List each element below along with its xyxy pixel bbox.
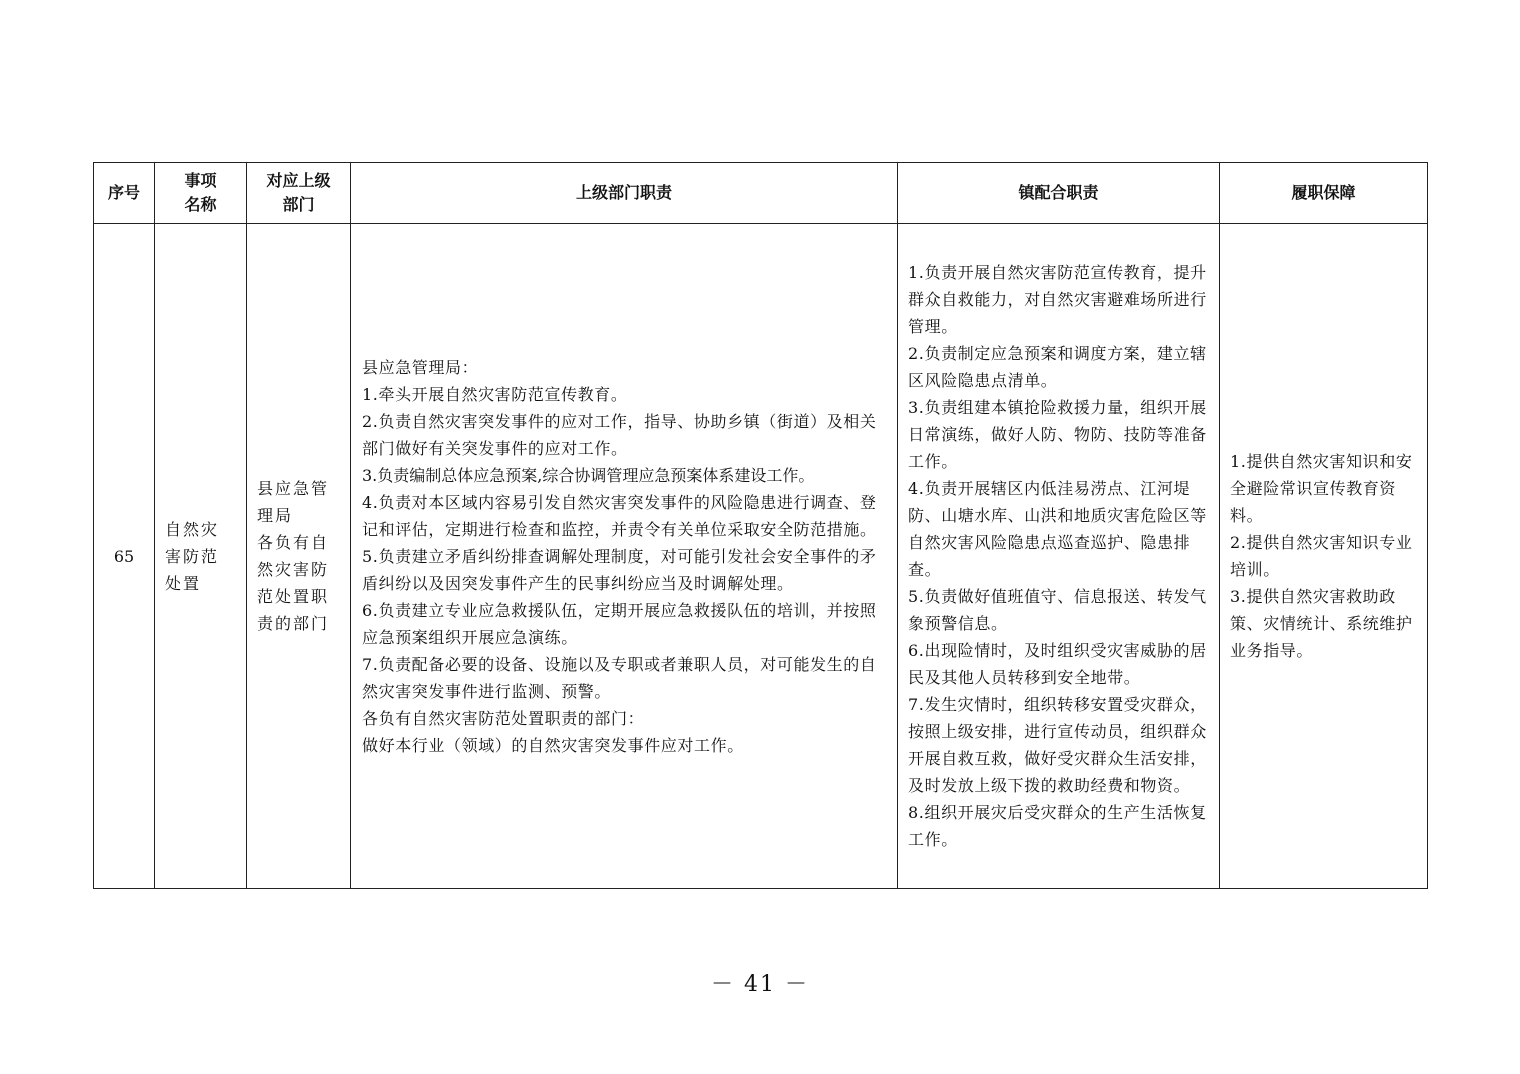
row-guarantee (1220, 448, 1427, 664)
cell-guarantee (1220, 224, 1428, 889)
header-guarantee (1220, 163, 1428, 224)
header-guarantee-label: 履职保障 (1291, 183, 1356, 202)
town-duty-line: 7.发生灾情时，组织转移安置受灾群众，按照上级安排，进行宣传动员，组织群众开展自救互救，做好受灾群众生活安排，及时发放上级下拨的救助经费和物资。 (908, 695, 1207, 795)
header-upper-dept-line1: 对应上级 (266, 171, 331, 190)
header-seq-label: 序号 (107, 183, 140, 202)
row-upper-duties (351, 354, 897, 759)
row-upper-dept (257, 475, 333, 637)
upper-duty-line: 6.负责建立专业应急救援队伍，定期开展应急救援队伍的培训，并按照应急预案组织开展应急演练。 (362, 600, 877, 647)
header-row (94, 163, 1428, 224)
row-item-name: 自然灾害防范处置 (165, 519, 220, 593)
town-duty-line: 5.负责做好值班值守、信息报送、转发气象预警信息。 (908, 587, 1207, 633)
cell-seq (94, 224, 155, 889)
row-seq: 65 (113, 546, 135, 566)
header-town-duties (898, 163, 1220, 224)
guarantee-line: 2.提供自然灾害知识专业培训。 (1230, 533, 1413, 579)
upper-duty-line: 7.负责配备必要的设备、设施以及专职或者兼职人员，对可能发生的自然灾害突发事件进行监测、预警。 (362, 654, 877, 701)
town-duty-line: 2.负责制定应急预案和调度方案，建立辖区风险隐患点清单。 (908, 344, 1207, 390)
row-town-duties (898, 259, 1219, 853)
guarantee-line: 1.提供自然灾害知识和安全避险常识宣传教育资料。 (1230, 452, 1413, 525)
cell-upper-dept (247, 224, 351, 889)
upper-duty-line: 2.负责自然灾害突发事件的应对工作，指导、协助乡镇（街道）及相关部门做好有关突发事件的应对工作。 (362, 411, 877, 458)
upper-dept-line: 各负有自然灾害防范处置职责的部门 (257, 533, 330, 633)
header-item-name (155, 163, 247, 224)
upper-duty-line: 4.负责对本区域内容易引发自然灾害突发事件的风险隐患进行调查、登记和评估，定期进行检查和监控，并责令有关单位采取安全防范措施。 (362, 492, 877, 539)
cell-town-duties (898, 224, 1220, 889)
guarantee-line: 3.提供自然灾害救助政策、灾情统计、系统维护业务指导。 (1230, 587, 1413, 660)
duty-table (93, 162, 1428, 889)
upper-duty-line: 各负有自然灾害防范处置职责的部门： (362, 708, 645, 728)
header-item-name-line2: 名称 (184, 195, 217, 214)
header-upper-dept (247, 163, 351, 224)
header-item-name-line1: 事项 (184, 171, 217, 190)
cell-item-name (155, 224, 247, 889)
town-duty-line: 4.负责开展辖区内低洼易涝点、江河堤防、山塘水库、山洪和地质灾害危险区等自然灾害风险隐患点巡查巡护、隐患排查。 (908, 479, 1207, 579)
cell-upper-duties (351, 224, 898, 889)
town-duty-line: 6.出现险情时，及时组织受灾害威胁的居民及其他人员转移到安全地带。 (908, 641, 1207, 687)
page-number: － 41 － (711, 972, 809, 997)
header-seq (94, 163, 155, 224)
upper-duty-line: 3.负责编制总体应急预案,综合协调管理应急预案体系建设工作。 (362, 465, 815, 485)
header-town-duties-label: 镇配合职责 (1018, 183, 1099, 202)
header-upper-duties-label: 上级部门职责 (575, 183, 672, 202)
upper-duty-line: 5.负责建立矛盾纠纷排查调解处理制度，对可能引发社会安全事件的矛盾纠纷以及因突发事件产生的民事纠纷应当及时调解处理。 (362, 546, 877, 593)
town-duty-line: 8.组织开展灾后受灾群众的生产生活恢复工作。 (908, 803, 1207, 849)
upper-duty-line: 1.牵头开展自然灾害防范宣传教育。 (362, 384, 628, 404)
upper-dept-line: 县应急管理局 (257, 479, 330, 525)
upper-duty-line: 县应急管理局： (362, 357, 479, 377)
header-upper-dept-line2: 部门 (282, 195, 315, 214)
town-duty-line: 1.负责开展自然灾害防范宣传教育，提升群众自救能力，对自然灾害避难场所进行管理。 (908, 263, 1207, 336)
town-duty-line: 3.负责组建本镇抢险救援力量，组织开展日常演练，做好人防、物防、技防等准备工作。 (908, 398, 1207, 471)
upper-duty-line: 做好本行业（领域）的自然灾害突发事件应对工作。 (362, 735, 744, 755)
header-upper-duties (351, 163, 898, 224)
table-row (94, 224, 1428, 889)
